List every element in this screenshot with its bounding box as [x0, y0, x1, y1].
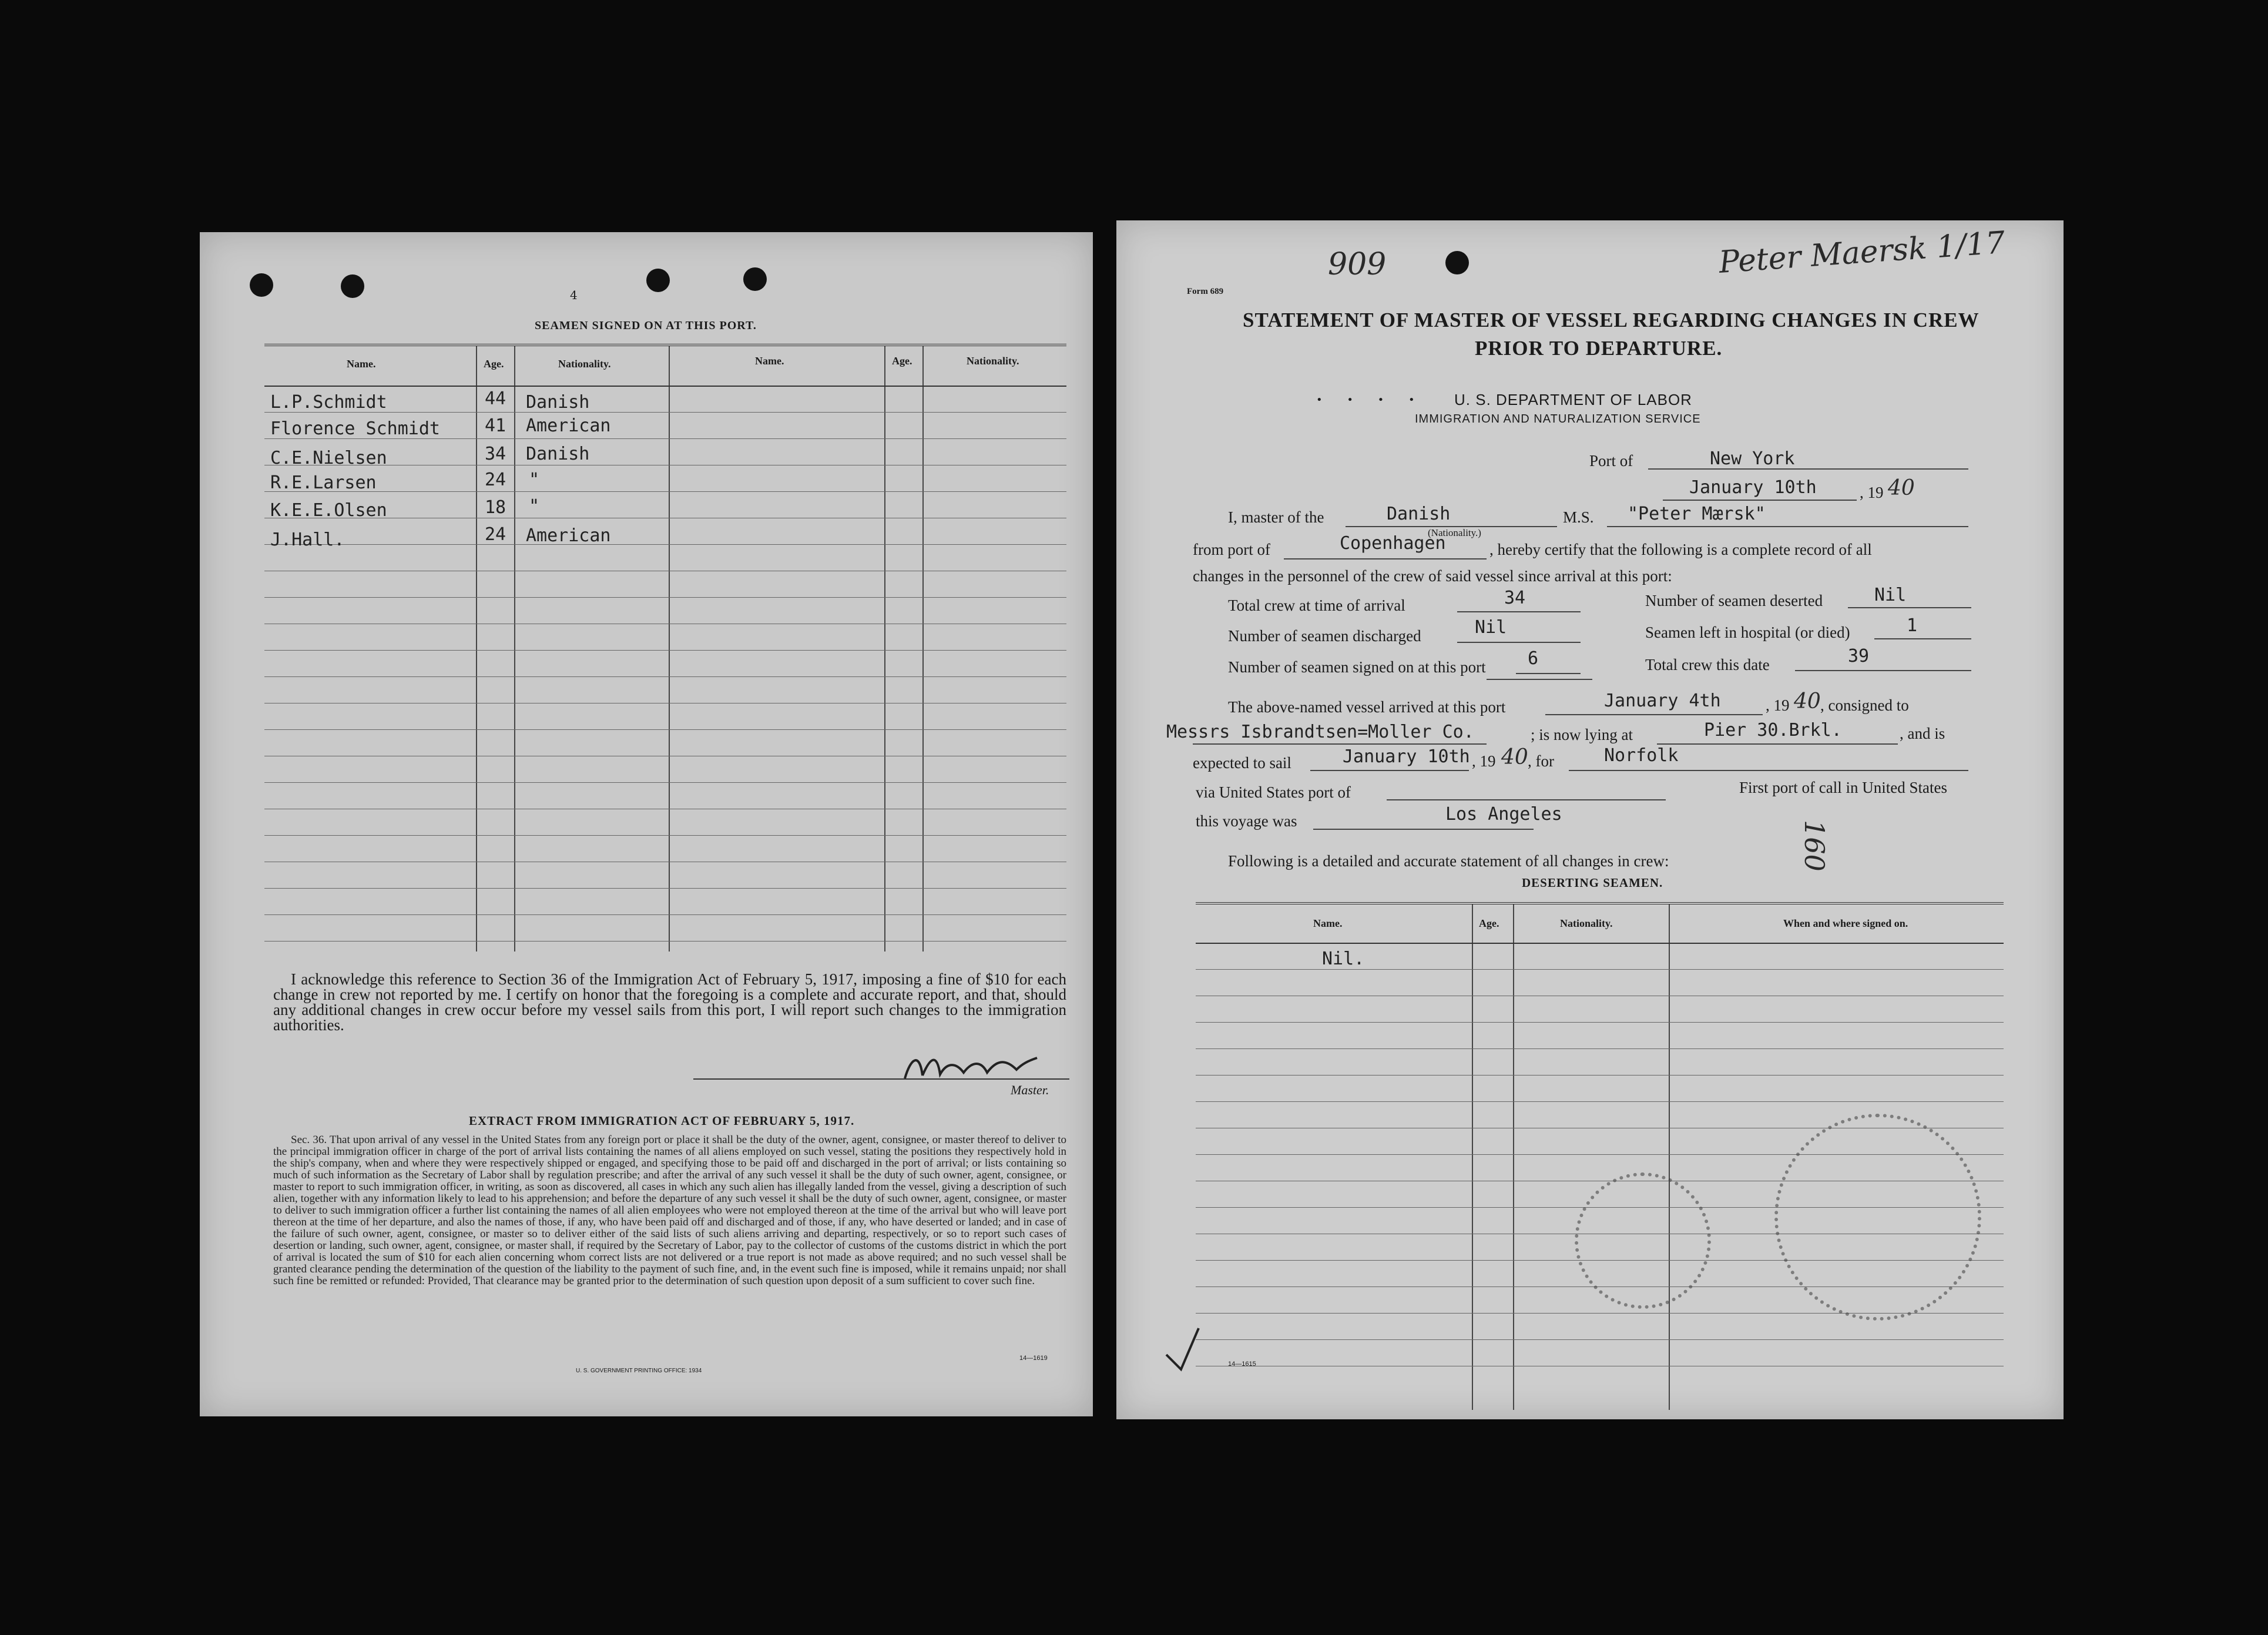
port-label: Port of	[1589, 452, 1633, 470]
extract-title: EXTRACT FROM IMMIGRATION ACT OF FEBRUARY 5, 1917.	[469, 1114, 855, 1128]
section-title: SEAMEN SIGNED ON AT THIS PORT.	[535, 319, 757, 332]
total-crew-arrival-value: 34	[1504, 588, 1526, 608]
signed-on-label: Number of seamen signed on at this port	[1228, 658, 1486, 676]
right-page	[1116, 220, 2064, 1419]
from-port-value: Copenhagen	[1340, 533, 1446, 554]
port-line	[1648, 468, 1968, 470]
seaman-age: 34	[485, 444, 506, 464]
page-number: 4	[570, 288, 578, 302]
consignee-line	[1193, 743, 1487, 745]
discharged-line	[1457, 642, 1581, 643]
seaman-name: J.Hall.	[270, 530, 345, 550]
punch-hole	[1445, 251, 1469, 274]
expected-label: expected to sail	[1193, 754, 1291, 772]
date-value: January 10th	[1689, 477, 1817, 498]
ship-line	[1607, 526, 1968, 527]
deserted-value: Nil	[1874, 585, 1907, 605]
seaman-age: 24	[485, 524, 506, 545]
deserted-line	[1848, 607, 1971, 608]
punch-hole	[250, 273, 273, 297]
col-header: Name.	[347, 358, 376, 370]
lying-value: Pier 30.Brkl.	[1704, 720, 1842, 741]
form-code: 14—1619	[1019, 1355, 1048, 1362]
col-header: Nationality.	[967, 355, 1019, 367]
total-crew-arrival-line	[1457, 611, 1581, 612]
col-header: Nationality.	[558, 358, 611, 370]
punch-hole	[341, 274, 364, 298]
seaman-nationality: "	[529, 496, 540, 517]
punch-hole	[646, 269, 670, 292]
lying-line	[1657, 743, 1898, 745]
signed-on-line	[1516, 673, 1581, 674]
seaman-age: 41	[485, 416, 506, 436]
sum-line	[1487, 679, 1592, 680]
customs-stamp	[1575, 1172, 1711, 1309]
total-crew-arrival-label: Total crew at time of arrival	[1228, 597, 1405, 614]
seaman-name: C.E.Nielsen	[270, 448, 387, 468]
date-line	[1663, 500, 1857, 501]
handwritten-160: 160	[1799, 820, 1830, 872]
expected-year-prefix: , 19	[1472, 752, 1496, 770]
ms-label: M.S.	[1563, 508, 1594, 526]
seaman-nationality: Danish	[526, 392, 590, 413]
arrived-year-suffix: 40	[1794, 689, 1821, 713]
deserted-label: Number of seamen deserted	[1645, 592, 1823, 609]
expected-year-suffix: 40	[1501, 745, 1528, 769]
form-code: 14—1615	[1228, 1361, 1256, 1368]
seaman-name: R.E.Larsen	[270, 473, 377, 493]
statement-title-1: STATEMENT OF MASTER OF VESSEL REGARDING CHANGES IN CREW	[1243, 309, 1980, 331]
for-label: , for	[1528, 752, 1554, 770]
master-of-label: I, master of the	[1228, 508, 1324, 526]
col-header: Age.	[484, 358, 504, 370]
lying-label: ; is now lying at	[1531, 726, 1633, 743]
consignee-value: Messrs Isbrandtsen=Moller Co.	[1166, 722, 1474, 742]
seaman-name: L.P.Schmidt	[270, 392, 387, 413]
and-is: , and is	[1900, 725, 1945, 742]
seamen-signed-on-table	[264, 344, 1066, 951]
voyage-value: Los Angeles	[1445, 804, 1562, 825]
following-text: Following is a detailed and accurate statement of all changes in crew:	[1228, 852, 1669, 870]
consigned-label: , consigned to	[1820, 696, 1909, 714]
dot-marks: • • • •	[1316, 394, 1425, 406]
discharged-label: Number of seamen discharged	[1228, 627, 1421, 645]
seaman-nationality: American	[526, 416, 611, 436]
service: IMMIGRATION AND NATURALIZATION SERVICE	[1415, 413, 1701, 425]
check-icon	[1163, 1325, 1205, 1372]
signature-line	[693, 1078, 1069, 1080]
first-port-label: First port of call in United States	[1739, 779, 1947, 796]
date-year-suffix: 40	[1888, 476, 1915, 500]
expected-value: January 10th	[1343, 746, 1470, 767]
col-header: Age.	[1479, 917, 1499, 929]
master-label: Master.	[1011, 1083, 1049, 1097]
via-line	[1387, 799, 1666, 800]
ship-value: "Peter Mærsk"	[1628, 504, 1766, 524]
total-crew-date-label: Total crew this date	[1645, 656, 1770, 674]
signature-mark	[899, 1046, 1040, 1087]
left-page	[200, 232, 1093, 1416]
check-mark	[1163, 1325, 1205, 1375]
deserting-title: DESERTING SEAMEN.	[1522, 876, 1663, 890]
col-header: Name.	[1313, 917, 1343, 929]
col-header: Name.	[755, 355, 784, 367]
signed-on-value: 6	[1528, 648, 1539, 669]
from-port-label: from port of	[1193, 541, 1270, 558]
seaman-age: 44	[485, 388, 506, 409]
handwritten-ship: Peter Maersk 1/17	[1717, 225, 2007, 280]
changes-text: changes in the personnel of the crew of said vessel since arrival at this port:	[1193, 567, 1672, 585]
form-number: Form 689	[1187, 287, 1224, 296]
total-crew-date-value: 39	[1848, 646, 1870, 666]
certify-text: , hereby certify that the following is a complete record of all	[1489, 541, 1872, 558]
extract-text: Sec. 36. That upon arrival of any vessel in the United States from any foreign port or place it shall be the duty of the owner, agent, consignee, or master thereof to deliver to the principal immigration officer in charge of the port of arrival lists containing the names of all aliens employed on such vessel, stating the positions they respectively hold in the ship's company, when and where they were respectively shipped or engaged, and specifying those to be paid off and discharged in the port of arrival; or lists containing so much of such information as the Secretary of Labor shall by regulation prescribe; and after the arrival of any such vessel it shall be the duty of such owner, agent, consignee, or master to report to such immigration officer, in writing, as soon as discovered, all cases in which any such alien has illegally landed from the vessel, giving a description of such alien, together with any information likely to lead to his apprehension; and before the departure of any such vessel it shall be the duty of such owner, agent, consignee, or master to deliver to such immigration officer a further list containing the names of all alien employees who were not employed thereon at the time of the arrival but who will leave port thereon at the time of her departure, and also the names of those, if any, who have been paid off and discharged and of those, if any, who have deserted or landed; and in case of the failure of such owner, agent, consignee, or master so to deliver either of the said lists of such aliens arriving and departing, respectively, or so to report such cases of desertion or landing, such owner, agent, consignee, or master shall, if required by the Secretary of Labor, pay to the collector of customs of the customs district in which the port of arrival is located the sum of $10 for each alien concerning whom correct lists are not delivered or a true report is not made as above required; and no such vessel shall be granted clearance pending the determination of the question of the liability to the payment of such fine, and, in the event such fine is imposed, while it remains unpaid; nor shall such fine be remitted or refunded: Provided, That clearance may be granted prior to the determination of such question upon deposit of a sum sufficient to cover such fine.	[273, 1134, 1066, 1287]
customs-stamp	[1774, 1114, 1981, 1321]
seaman-nationality: Danish	[526, 444, 590, 464]
statement-title-2: PRIOR TO DEPARTURE.	[1475, 337, 1723, 360]
voyage-line	[1313, 829, 1534, 830]
total-crew-date-line	[1795, 670, 1971, 671]
nationality-value: Danish	[1387, 504, 1451, 524]
date-year-prefix: , 19	[1860, 484, 1884, 501]
deserting-nil: Nil.	[1322, 949, 1365, 969]
destination-value: Norfolk	[1604, 745, 1679, 766]
via-label: via United States port of	[1196, 783, 1351, 801]
nationality-caption: (Nationality.)	[1428, 527, 1481, 538]
expected-line	[1310, 770, 1469, 771]
voyage-label: this voyage was	[1196, 812, 1297, 830]
seaman-name: Florence Schmidt	[270, 418, 440, 439]
discharged-value: Nil	[1475, 617, 1507, 638]
punch-hole	[743, 267, 767, 291]
col-header: Nationality.	[1560, 917, 1613, 929]
seaman-name: K.E.E.Olsen	[270, 500, 387, 521]
arrived-value: January 4th	[1604, 691, 1721, 711]
col-header: When and where signed on.	[1783, 917, 1908, 929]
arrived-line	[1545, 714, 1763, 715]
seaman-nationality: American	[526, 525, 611, 546]
hospital-value: 1	[1907, 615, 1918, 636]
seaman-age: 24	[485, 470, 506, 490]
acknowledgement-text: I acknowledge this reference to Section 36 of the Immigration Act of February 5, 1917, imposing a fine of $10 for each change in crew not reported by me. I certify on honor that the foregoing is a complete and accurate report, and that, should any additional changes in crew occur before my vessel sails from this port, I will report such changes to the immigration authorities.	[273, 970, 1066, 1034]
port-value: New York	[1710, 448, 1795, 469]
arrived-year-prefix: , 19	[1766, 696, 1790, 714]
hospital-line	[1874, 638, 1971, 639]
seaman-nationality: "	[529, 470, 540, 490]
printer-line: U. S. GOVERNMENT PRINTING OFFICE: 1934	[576, 1368, 702, 1374]
from-port-line	[1284, 558, 1487, 559]
handwritten-number: 909	[1328, 247, 1387, 282]
arrived-label: The above-named vessel arrived at this port	[1228, 698, 1506, 716]
hospital-label: Seamen left in hospital (or died)	[1645, 624, 1850, 641]
department: U. S. DEPARTMENT OF LABOR	[1454, 391, 1692, 408]
seaman-age: 18	[485, 497, 506, 518]
col-header: Age.	[892, 355, 912, 367]
destination-line	[1569, 770, 1968, 771]
